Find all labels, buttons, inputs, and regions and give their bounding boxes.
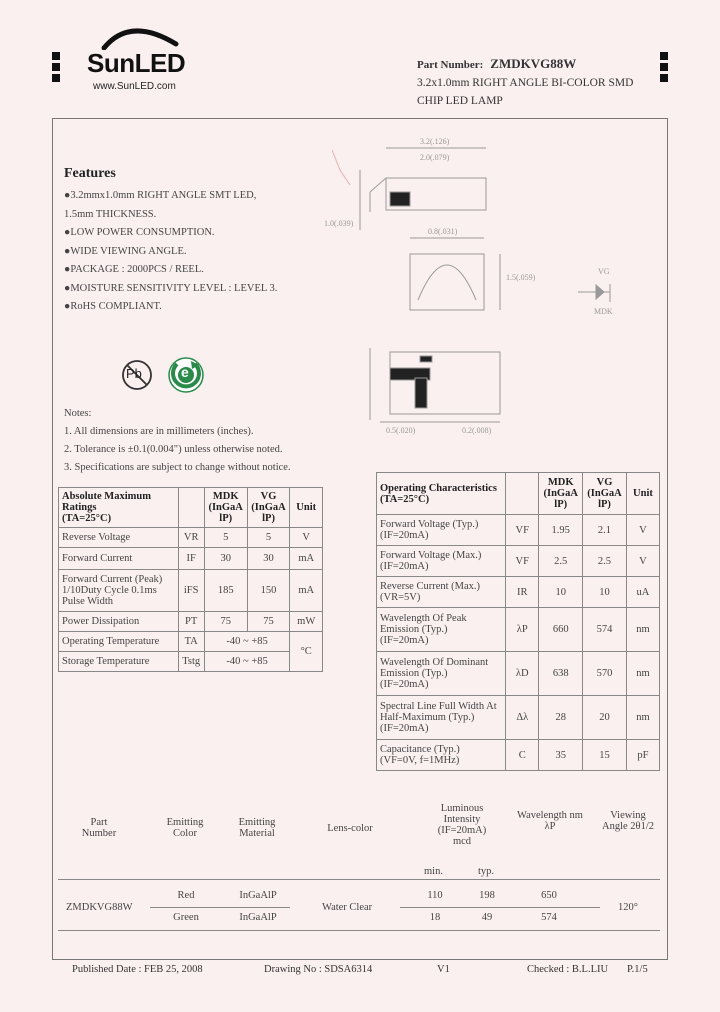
- footer-published: Published Date : FEB 25, 2008: [72, 964, 203, 975]
- table-row: Spectral Line Full Width At Half-Maximum (Typ.) (IF=20mA) Δλ 28 20 nm: [377, 696, 660, 740]
- sel-material: InGaAlP: [239, 890, 277, 901]
- abs-max-table: [58, 487, 323, 672]
- sel-typ-val: 198: [479, 890, 495, 901]
- dim-label: 1.5(.059): [506, 273, 536, 282]
- part-number: ZMDKVG88W: [490, 56, 577, 71]
- feature-item: ●RoHS COMPLIANT.: [64, 301, 162, 312]
- col-unit: Unit: [626, 473, 659, 515]
- feature-item: ●PACKAGE : 2000PCS / REEL.: [64, 264, 204, 275]
- sel-material: InGaAlP: [239, 912, 277, 923]
- col-unit: Unit: [290, 488, 323, 528]
- table-row: Operating Temperature TA -40 ~ +85 °C: [59, 632, 323, 652]
- features-list: [64, 187, 277, 317]
- table-row: Forward Voltage (Max.) (IF=20mA) VF 2.5 2.5 V: [377, 546, 660, 577]
- col-vg: VG (InGaA lP): [247, 488, 290, 528]
- col-mdk: MDK (InGaA lP): [204, 488, 247, 528]
- op-char-header: Operating Characteristics (TA=25°C): [377, 473, 506, 515]
- col-mdk: MDK (InGaA lP): [539, 473, 583, 515]
- feature-item: 1.5mm THICKNESS.: [64, 208, 157, 220]
- sel-wl-val: 574: [541, 912, 557, 923]
- table-row: Wavelength Of Peak Emission (Typ.) (IF=20mA) λP 660 574 nm: [377, 608, 660, 652]
- pb-label: Pb: [126, 366, 142, 381]
- footer-version: V1: [437, 964, 450, 975]
- sel-wl-val: 650: [541, 890, 557, 901]
- sel-angle: 120°: [618, 902, 638, 913]
- table-row: Power Dissipation PT 75 75 mW: [59, 612, 323, 632]
- feature-item: ●3.2mmx1.0mm RIGHT ANGLE SMT LED,: [64, 190, 257, 201]
- table-row: Forward Voltage (Typ.) (IF=20mA) VF 1.95 2.1 V: [377, 515, 660, 546]
- table-row: Reverse Voltage VR 5 5 V: [59, 528, 323, 548]
- chip-label-mdk: MDK: [594, 307, 613, 316]
- sel-row-divider: [400, 907, 600, 908]
- note-item: 1. All dimensions are in millimeters (inches).: [64, 426, 254, 437]
- sel-header-rule: [58, 879, 660, 880]
- sel-min-val: 18: [429, 912, 441, 923]
- sel-min-val: 110: [427, 890, 443, 901]
- col-vg: VG (InGaA lP): [583, 473, 627, 515]
- sel-col-color: Emitting Color: [166, 817, 204, 839]
- sel-col-angle: Viewing Angle 2θ1/2: [602, 810, 654, 832]
- footer-drawing: Drawing No : SDSA6314: [264, 964, 373, 975]
- sel-col-material: Emitting Material: [238, 817, 276, 839]
- feature-item: ●MOISTURE SENSITIVITY LEVEL : LEVEL 3.: [64, 282, 278, 294]
- package-drawing: [310, 130, 660, 450]
- description-line1: 3.2x1.0mm RIGHT ANGLE BI-COLOR SMD: [417, 77, 634, 89]
- corner-mark-right-1: [660, 52, 668, 60]
- sel-part: ZMDKVG88W: [66, 902, 133, 913]
- note-item: 2. Tolerance is ±0.1(0.004") unless otherwise noted.: [64, 444, 283, 455]
- table-row: Reverse Current (Max.) (VR=5V) IR 10 10 uA: [377, 577, 660, 608]
- sel-col-lens: Lens-color: [327, 823, 373, 834]
- op-char-table: [376, 472, 660, 771]
- sel-col-wavelength: Wavelength nm λP: [517, 810, 583, 832]
- corner-mark-left-3: [52, 74, 60, 82]
- logo-url: www.SunLED.com: [93, 81, 176, 92]
- dim-label: 2.0(.079): [420, 153, 450, 162]
- sel-color: Green: [173, 912, 199, 923]
- table-row: Forward Current IF 30 30 mA: [59, 548, 323, 570]
- table-row: Capacitance (Typ.) (VF=0V, f=1MHz) C 35 15 pF: [377, 740, 660, 771]
- dim-label: 0.8(.031): [428, 227, 458, 236]
- corner-mark-left-1: [52, 52, 60, 60]
- sel-lens: Water Clear: [322, 902, 373, 913]
- logo-arc-icon: [100, 20, 180, 50]
- dim-label: 0.5(.020): [386, 426, 416, 435]
- corner-mark-right-3: [660, 74, 668, 82]
- description-line2: CHIP LED LAMP: [417, 95, 503, 107]
- part-number-label: Part Number:: [417, 59, 484, 71]
- corner-mark-right-2: [660, 63, 668, 71]
- sel-color: Red: [177, 890, 195, 901]
- chip-label-vg: VG: [598, 267, 610, 276]
- notes-title: Notes:: [64, 408, 92, 419]
- dim-label: 3.2(.126): [420, 137, 450, 146]
- table-row: Wavelength Of Dominant Emission (Typ.) (IF=20mA) λD 638 570 nm: [377, 652, 660, 696]
- dim-label: 1.0(.039): [324, 219, 354, 228]
- feature-item: ●WIDE VIEWING ANGLE.: [64, 245, 187, 257]
- dim-label: 0.2(.008): [462, 426, 492, 435]
- feature-item: ●LOW POWER CONSUMPTION.: [64, 227, 215, 238]
- sel-row-divider: [150, 907, 290, 908]
- note-item: 3. Specifications are subject to change without notice.: [64, 462, 291, 473]
- features-title: Features: [64, 166, 116, 181]
- sel-min: min.: [424, 866, 443, 877]
- logo: SunLED: [87, 48, 186, 78]
- sel-typ-val: 49: [481, 912, 493, 923]
- abs-max-header: Absolute Maximum Ratings (TA=25°C): [59, 488, 179, 528]
- corner-mark-left-2: [52, 63, 60, 71]
- rohs-label: e: [181, 364, 189, 380]
- table-row: Forward Current (Peak) 1/10Duty Cycle 0.1ms Pulse Width iFS 185 150 mA: [59, 570, 323, 612]
- footer-page: P.1/5: [627, 964, 648, 975]
- sel-typ: typ.: [478, 866, 495, 877]
- sel-col-part: Part Number: [81, 817, 117, 839]
- part-number-header: [417, 56, 576, 72]
- sel-col-intensity: Luminous Intensity (IF=20mA) mcd: [437, 803, 487, 847]
- sel-bottom-rule: [58, 930, 660, 931]
- footer-checked: Checked : B.L.LIU: [527, 964, 609, 975]
- notes: [64, 405, 291, 477]
- table-row: Storage Temperature Tstg -40 ~ +85: [59, 652, 323, 672]
